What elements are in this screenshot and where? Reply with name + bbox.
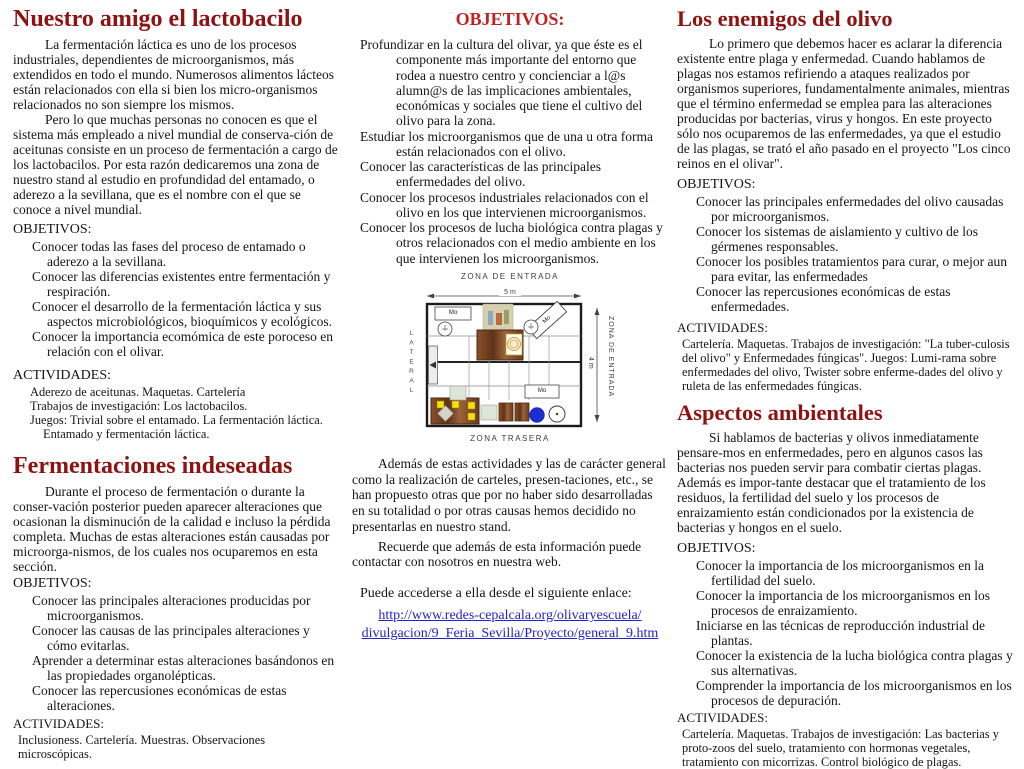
objective-item: Conocer los sistemas de aislamiento y cultivo de los gérmenes responsables. bbox=[696, 224, 978, 255]
left-column bbox=[13, 0, 341, 761]
zona-trasera-label: ZONA TRASERA bbox=[470, 433, 550, 443]
paragraph: La fermentación láctica es uno de los procesos industriales, dependientes de microorganismos, más extendidos en todo el mundo. Numerosos alimentos lácteos están relacionados con ella si bien los micro-organismos relacionados no son siempre los mismos. bbox=[13, 37, 334, 113]
round-table-1 bbox=[438, 322, 452, 336]
activity-item: Aderezo de aceitunas. Maquetas. Cartelería bbox=[30, 384, 246, 399]
paragraph: Durante el proceso de fermentación o durante la conser-vación posterior pueden aparecer alteraciones que ocasionan la disminución de la calidad e incluso la pérdida completa. Muchas de estas alteraciones están causadas por microorga-nismos, de los cuales nos ocuparemos en esta sección. bbox=[13, 484, 331, 575]
project-web-link[interactable] bbox=[352, 607, 668, 642]
objective-item: Conocer el desarrollo de la fermentación láctica y sus aspectos microbiológicos, bioquímicos y ecológicos. bbox=[32, 298, 332, 329]
mo-marker-label: Mo bbox=[448, 309, 458, 316]
mo-marker-label: Mo bbox=[541, 314, 553, 325]
objetivos-heading: OBJETIVOS: bbox=[677, 540, 756, 556]
activity-text: Cartelería. Maquetas. Trabajos de investigación: Las bacterias y proto-zoos del suelo, tratamiento con hormonas vegetales, tratamiento con micorrizas. Control biológico de plagas. bbox=[682, 726, 999, 769]
objective-item: Conocer las causas de las principales alteraciones y cómo evitarlas. bbox=[32, 623, 310, 653]
paragraph: Además de estas actividades y las de carácter general como la realización de carteles, presen-taciones, etc., se han propuesto otras que por no haber sido desarrolladas en su totalidad o por otras causas hemos decidido no presentarlas en nuestro stand. bbox=[352, 455, 666, 534]
activity-text: Inclusioness. Cartelería. Muestras. Observaciones microscópicas. bbox=[18, 732, 266, 761]
objetivos-heading: OBJETIVOS: bbox=[13, 222, 92, 237]
objetivos-main-heading: OBJETIVOS: bbox=[455, 9, 565, 29]
objetivos-heading: OBJETIVOS: bbox=[13, 576, 92, 592]
height-dimension-arrow bbox=[595, 308, 600, 422]
objective-item: Conocer las diferencias existentes entre fermentación y respiración. bbox=[32, 268, 331, 299]
display-case-2 bbox=[481, 405, 497, 420]
paragraph: Lo primero que debemos hacer es aclarar la diferencia existente entre plaga y enfermedad. Cuando hablamos de plagas nos estamos refiriendo a ataques realizados por organismos superiores, fundamentalmente animales, mientras que el término enfermedad se emplea para las alteraciones producidas por bacterias, virus y hongos. En este proyecto sólo nos ocuparemos de las enfermedades, ya que el estudio de las plagas, se trató el año pasado en el proyecto "Los cinco reinos en el olivar". bbox=[677, 35, 1011, 171]
zona-entrada-top-label: ZONA DE ENTRADA bbox=[460, 271, 560, 281]
bottom-wood-table bbox=[431, 398, 479, 424]
objective-item: Conocer los posibles tratamientos para curar, o mejor aun para evitar, las enfermedades bbox=[696, 254, 1007, 285]
objective-item: Profundizar en la cultura del olivar, ya que éste es el componente más importante del entorno que rodea a nuestro centro y concienciar a l@s alumn@s de las implicaciones ambientales, económicas y sociales que tiene el cultivo del olivo para la zona. bbox=[360, 37, 643, 129]
objective-item: Conocer las características de las principales enfermedades del olivo. bbox=[360, 159, 602, 190]
small-table-2 bbox=[515, 403, 529, 421]
actividades-heading: ACTIVIDADES: bbox=[677, 709, 768, 725]
objective-item: Conocer las repercusiones económicas de estas alteraciones. bbox=[32, 682, 287, 713]
section-title-enemigos: Los enemigos del olivo bbox=[677, 6, 893, 31]
height-dim-label: 4 m bbox=[587, 354, 594, 372]
objective-item: Iniciarse en las técnicas de reproducción industrial de plantas. bbox=[696, 617, 986, 648]
web-link-line1[interactable]: http://www.redes-cepalcala.org/olivaryescuela/ bbox=[378, 608, 642, 624]
section-title-lactobacilo: Nuestro amigo el lactobacilo bbox=[13, 6, 303, 32]
section-title-fermentaciones: Fermentaciones indeseadas bbox=[13, 452, 293, 479]
objective-item: Comprender la importancia de los microorganismos en los procesos de depuración. bbox=[696, 677, 1012, 708]
objective-item: Conocer la importancia de los microorganismos en la fertilidad del suelo. bbox=[696, 557, 985, 588]
zona-entrada-right-label: ZONA DE ENTRADA bbox=[607, 315, 614, 397]
objective-item: Conocer la existencia de la lucha biológica contra plagas y sus alternativas. bbox=[696, 647, 1013, 678]
center-wood-table bbox=[477, 330, 523, 360]
round-table-3 bbox=[549, 406, 565, 422]
activity-item: Juegos: Trivial sobre el entamado. La fermentación láctica. Entamado y fermentación láctica. bbox=[30, 412, 323, 441]
objective-item: Conocer los procesos industriales relacionados con el olivo en los que intervienen microorganismos. bbox=[360, 189, 649, 220]
stand-floor-plan bbox=[395, 271, 625, 452]
paragraph: Pero lo que muchas personas no conocen es que el sistema más empleado a nivel mundial de conserva-ción de aceitunas consiste en un proceso de fermentación a cargo de los lactobacilos. Por esta razón dedicaremos una zona de nuestro stand al estudio en profundidad del entamado, o aderezo a la sevillana, que es el nombre con el que se conoce a nivel mundial. bbox=[13, 112, 338, 218]
activity-item: Trabajos de investigación: Los lactobacilos. bbox=[30, 398, 248, 413]
objective-item: Conocer las principales alteraciones producidas por microorganismos. bbox=[32, 593, 311, 624]
blue-stool bbox=[530, 407, 545, 422]
section-title-ambientales: Aspectos ambientales bbox=[677, 400, 883, 426]
side-door bbox=[429, 346, 438, 384]
objective-item: Conocer todas las fases del proceso de entamado o aderezo a la sevillana. bbox=[32, 239, 306, 269]
objective-item: Conocer las principales enfermedades del olivo causadas por microorganismos. bbox=[696, 194, 1004, 225]
mo-marker-label: Mo bbox=[537, 387, 547, 394]
objective-item: Aprender a determinar estas alteraciones basándonos en las propiedades organolépticas. bbox=[32, 652, 335, 683]
objective-item: Conocer las repercusiones económicas de estas enfermedades. bbox=[696, 284, 951, 315]
paragraph: Recuerde que además de esta información puede contactar con nosotros en nuestra web. bbox=[352, 538, 642, 570]
right-column bbox=[677, 0, 1017, 769]
objetivos-heading: OBJETIVOS: bbox=[677, 177, 756, 193]
lateral-label: LATERAL bbox=[408, 329, 415, 397]
width-dim-label: 5 m bbox=[499, 289, 521, 296]
activity-text: Cartelería. Maquetas. Trabajos de investigación: "La tuber-culosis del olivo" y Enfermedades fúngicas". Juegos: Lumi-rama sobre enfermedades del olivo, Twister sobre enferme-dades del olivo y ruleta de las enfermedades fúngicas. bbox=[682, 337, 1010, 394]
actividades-heading: ACTIVIDADES: bbox=[677, 320, 768, 336]
link-intro-text: Puede accederse a ella desde el siguiente enlace: bbox=[360, 586, 632, 602]
objective-item: Conocer los procesos de lucha biológica contra plagas y otros relacionados con el medio ambiente en los que intervienen los microorganismos. bbox=[360, 220, 663, 266]
middle-column bbox=[352, 0, 668, 642]
small-table-1 bbox=[499, 403, 513, 421]
actividades-heading: ACTIVIDADES: bbox=[13, 367, 111, 383]
web-link-line2[interactable]: divulgacion/9_Feria_Sevilla/Proyecto/general_9.htm bbox=[361, 625, 659, 641]
objective-item: Estudiar los microorganismos que de una u otra forma están relacionados con el olivo. bbox=[360, 128, 653, 159]
display-case-1 bbox=[450, 386, 466, 400]
objective-item: Conocer la importancia de los microorganismos en los procesos de enraizamiento. bbox=[696, 587, 991, 618]
actividades-heading: ACTIVIDADES: bbox=[13, 715, 104, 731]
objective-item: Conocer la importancia ecomómica de este poroceso en relación con el olivar. bbox=[32, 328, 334, 359]
paragraph: Si hablamos de bacterias y olivos inmediatamente pensare-mos en enfermedades, pero en algunos casos las bacterias nos pueden servir para combatir ciertas plagas. Además es impor-tante destacar que el tratamiento de los residuos, la fertilidad del suelo y los procesos de enraizamiento están condicionados por la existencia de bacterias y hongos en el suelo. bbox=[677, 430, 986, 535]
